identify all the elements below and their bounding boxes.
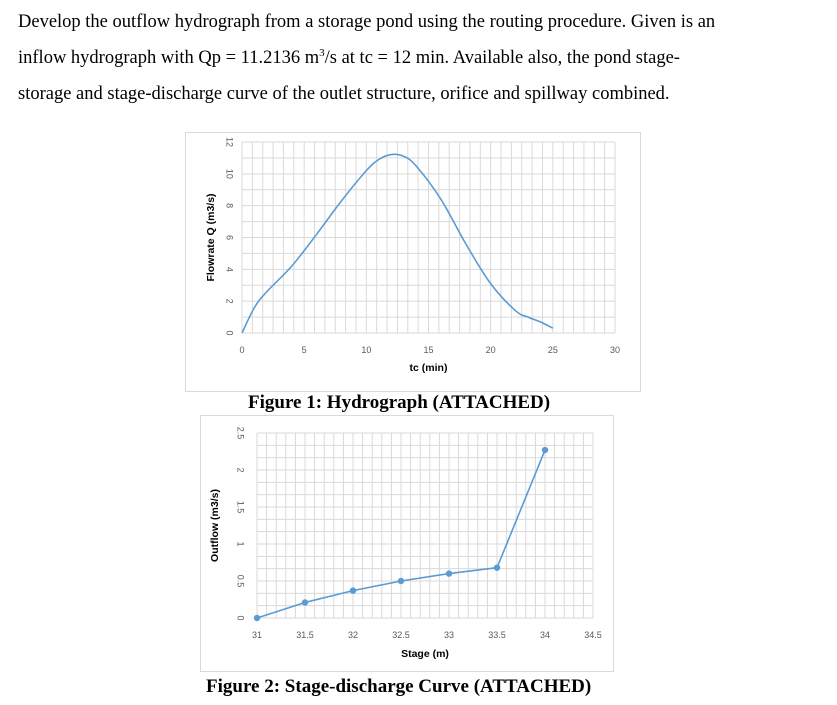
y-tick-label: 8 [224, 203, 235, 209]
hydrograph-figure [185, 132, 641, 392]
stage-discharge-chart [201, 416, 613, 671]
x-axis-title: Stage (m) [401, 648, 449, 660]
gridlines [257, 433, 593, 618]
x-tick-label: 20 [485, 345, 496, 355]
problem-line-1: Develop the outflow hydrograph from a storage pond using the routing procedure. Given is an [18, 12, 716, 32]
problem-line-2-end: /s at tc = 12 min. Available also, the pond stage- [324, 48, 680, 68]
y-tick-label: 2 [235, 467, 246, 473]
stage-discharge-figure [200, 415, 614, 672]
data-point-marker [446, 570, 452, 576]
hydrograph-chart [186, 133, 640, 391]
x-tick-label: 34.5 [584, 630, 602, 640]
x-tick-label: 32.5 [392, 630, 410, 640]
problem-line-2 [18, 40, 818, 76]
data-point-marker [350, 587, 356, 593]
x-tick-label: 34 [539, 630, 551, 640]
y-tick-label: 6 [224, 234, 235, 241]
gridlines [242, 142, 615, 333]
data-point-marker [254, 615, 260, 621]
x-tick-label: 15 [423, 345, 434, 355]
y-tick-label: 1.5 [235, 500, 246, 514]
data-point-marker [302, 599, 308, 605]
cubic-superscript: 3 [319, 47, 325, 59]
problem-line-3: storage and stage-discharge curve of the outlet structure, orifice and spillway combined. [18, 84, 670, 104]
x-tick-label: 32 [347, 630, 359, 640]
data-point-marker [542, 447, 548, 453]
y-tick-label: 10 [224, 168, 235, 179]
x-tick-label: 0 [239, 345, 245, 355]
x-tick-label: 33 [443, 630, 455, 640]
x-tick-label: 25 [547, 345, 558, 355]
figure-1-caption: Figure 1: Hydrograph (ATTACHED) [248, 392, 551, 413]
x-tick-label: 31.5 [296, 630, 314, 640]
x-tick-label: 31 [251, 630, 263, 640]
y-axis-title: Flowrate Q (m3/s) [204, 193, 217, 282]
x-tick-label: 10 [361, 345, 372, 355]
y-tick-label: 0 [235, 615, 246, 621]
problem-statement [18, 4, 818, 112]
x-tick-label: 30 [609, 345, 621, 355]
y-tick-label: 2.5 [235, 426, 246, 440]
y-tick-label: 12 [224, 136, 235, 148]
y-tick-label: 0 [224, 330, 235, 336]
figure-2-caption: Figure 2: Stage-discharge Curve (ATTACHED) [206, 676, 592, 697]
problem-line-2-start: inflow hydrograph with Qp = 11.2136 m [18, 48, 320, 68]
y-axis-title: Outflow (m3/s) [208, 489, 221, 562]
x-tick-label: 5 [301, 345, 307, 355]
data-point-marker [398, 578, 404, 584]
y-tick-label: 2 [224, 298, 235, 304]
y-tick-label: 4 [224, 266, 235, 272]
y-tick-label: 0.5 [235, 574, 246, 588]
x-tick-label: 33.5 [488, 630, 506, 640]
y-tick-label: 1 [235, 541, 246, 547]
x-axis-title: tc (min) [409, 362, 448, 374]
data-point-marker [494, 564, 500, 570]
